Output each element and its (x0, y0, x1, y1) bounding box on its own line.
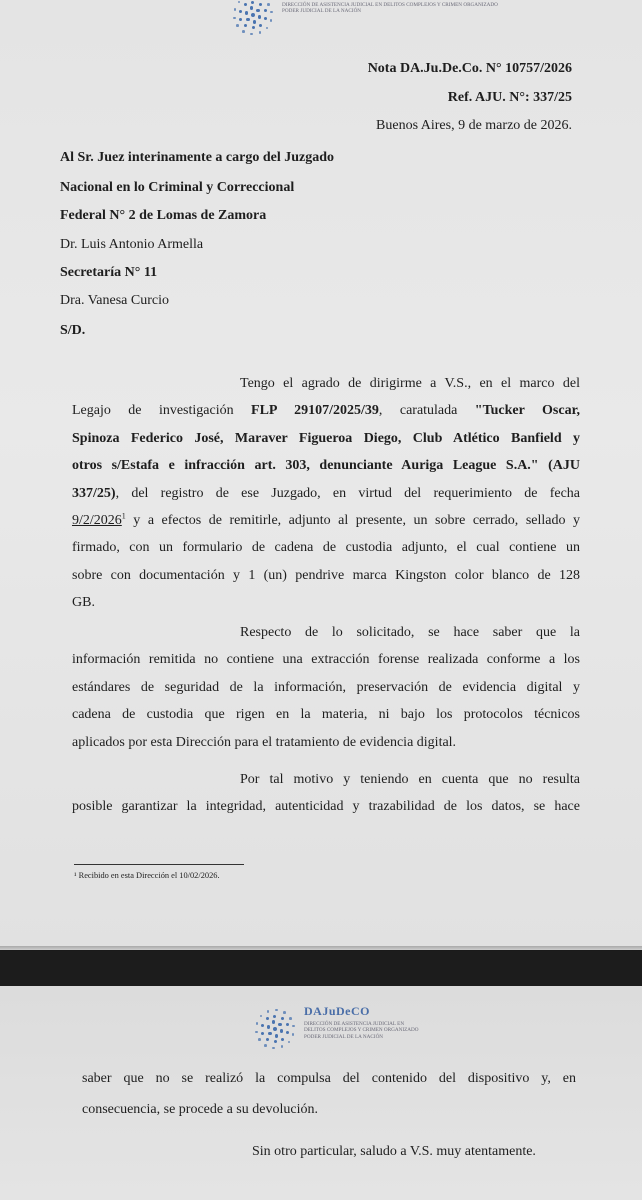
closing-line (252, 1138, 582, 1165)
text-line: Tengo el agrado de dirigirme a V.S., en el marco del (240, 376, 580, 391)
logo-dot (272, 1020, 275, 1023)
logo-dot (238, 1, 241, 4)
text-line: estándares de seguridad de la información, preservación de evidencia digital y (72, 679, 580, 695)
addressee-line-3: Federal N° 2 de Lomas de Zamora (60, 208, 267, 223)
page2-paragraph (82, 1063, 576, 1125)
logo-dot (273, 1015, 276, 1018)
logo-dot (275, 1034, 278, 1037)
text-line: Por tal motivo y teniendo en cuenta que no resulta (240, 772, 580, 787)
text-line: otros s/Estafa e infracción art. 303, denunciante Auriga League S.A." (AJU (72, 458, 580, 474)
text-line: Legajo de investigación FLP 29107/2025/39, caratulada "Tucker Oscar, (72, 403, 580, 419)
secretaria: Secretaría N° 11 (60, 265, 158, 280)
logo-text (304, 1004, 419, 1040)
text-line: Spinoza Federico José, Maraver Figueroa Diego, Club Atlético Banfield y (72, 430, 580, 446)
logo-dot (292, 1025, 295, 1028)
addressee-line-1: Al Sr. Juez interinamente a cargo del Juzgado (60, 150, 335, 165)
logo-dot (274, 1040, 277, 1043)
logo-dot (264, 17, 267, 20)
document-page-2 (0, 986, 642, 1200)
logo-dot (275, 1009, 278, 1012)
logo-dot (250, 33, 253, 36)
logo-dots-icon (228, 0, 278, 40)
logo-dot (292, 1033, 295, 1036)
paragraph-1 (72, 370, 580, 617)
logo-dot (286, 1031, 289, 1034)
paragraph-2 (72, 619, 580, 756)
logo-dot (264, 9, 267, 12)
text-line: Respecto de lo solicitado, se hace saber que la (240, 625, 580, 640)
text-line: consecuencia, se procede a su devolución. (82, 1102, 318, 1117)
logo-dot (244, 3, 247, 6)
logo-line: DIRECCIÓN DE ASISTENCIA JUDICIAL EN (304, 1021, 405, 1027)
logo-dot (259, 31, 262, 34)
logo-dot (252, 26, 255, 29)
logo-dot (270, 19, 273, 22)
logo-dot (234, 8, 237, 11)
logo-dot (245, 11, 248, 14)
logo-dot (260, 1015, 263, 1018)
logo-dot (261, 1024, 264, 1027)
logo-dot (251, 1, 254, 4)
logo-dot (264, 1044, 267, 1047)
text-line: sobre con documentación y 1 (un) pendrive marca Kingston color blanco de 128 (72, 567, 580, 583)
text-line: GB. (72, 595, 95, 611)
logo-text-top (282, 2, 498, 15)
paragraph-3 (72, 766, 580, 821)
logo-dot (236, 24, 239, 27)
logo-dot (259, 3, 262, 6)
logo-dot (283, 1011, 286, 1014)
text-line: 9/2/2026$^1$ y a efectos de remitirle, adjunto al presente, un sobre cerrado, sellado y (72, 511, 580, 528)
logo-dot (280, 1029, 283, 1032)
text-line: información remitida no contiene una extracción forense realizada conforme a los (72, 652, 580, 668)
logo-dots-icon (250, 1004, 300, 1054)
logo-dot (258, 15, 261, 18)
logo-dot (261, 1032, 264, 1035)
logo-dot (267, 3, 270, 6)
logo-dot (259, 24, 262, 27)
logo-dot (281, 1038, 284, 1041)
sd-mark: S/D. (60, 323, 86, 338)
logo-dot (272, 1047, 275, 1050)
text-line: Sin otro particular, saludo a V.S. muy atentamente. (252, 1144, 536, 1159)
logo-dot (267, 1025, 270, 1028)
logo-dot (266, 1038, 269, 1041)
place-date: Buenos Aires, 9 de marzo de 2026. (376, 118, 572, 133)
nota-number: Nota DA.Ju.De.Co. N° 10757/2026 (367, 61, 572, 76)
text-line: posible garantizar la integridad, autenticidad y trazabilidad de los datos, se hace (72, 799, 580, 815)
footnote-rule (74, 864, 244, 865)
text-line: aplicados por esta Dirección para el tratamiento de evidencia digital. (72, 734, 457, 750)
logo-dot (266, 27, 269, 30)
logo-dot (268, 1032, 271, 1035)
logo-line: PODER JUDICIAL DE LA NACIÓN (304, 1033, 384, 1040)
logo-dot (250, 6, 253, 9)
logo-dot (288, 1041, 291, 1044)
ref-number: Ref. AJU. N°: 337/25 (447, 90, 572, 105)
text-line: 337/25), del registro de ese Juzgado, en virtud del requerimiento de fecha (72, 485, 580, 501)
logo-name: DAJuDeCO (304, 1004, 370, 1018)
logo-dot (239, 18, 242, 21)
logo-dot (278, 1023, 281, 1026)
text-line: cadena de custodia que rigen en la materia, ni bajo los protocolos técnicos (72, 707, 580, 723)
logo-dot (233, 17, 236, 20)
logo-dot (246, 18, 249, 21)
logo-dot (270, 11, 273, 14)
page-shadow (0, 946, 642, 952)
dajudeco-logo (250, 1004, 419, 1054)
logo-dot (242, 30, 245, 33)
text-line: saber que no se realizó la compulsa del contenido del dispositivo y, en (82, 1071, 576, 1086)
logo-dot (256, 9, 259, 12)
footnote: ¹ Recibido en esta Dirección el 10/02/2026. (74, 871, 220, 880)
logo-dot (281, 1045, 284, 1048)
logo-dot (258, 1038, 261, 1041)
logo-dot (281, 1017, 284, 1020)
logo-dot (266, 1017, 269, 1020)
logo-dot (273, 1027, 277, 1031)
addressee-line-2: Nacional en lo Criminal y Correccional (60, 180, 295, 195)
logo-dot (267, 1010, 270, 1013)
footnote-ref: 1 (121, 511, 126, 521)
logo-line: DIRECCIÓN DE ASISTENCIA JUDICIAL EN DELITOS COMPLEJOS Y CRIMEN ORGANIZADO (282, 2, 498, 8)
logo-line: DELITOS COMPLEJOS Y CRIMEN ORGANIZADO (304, 1027, 419, 1034)
judge-name: Dr. Luis Antonio Armella (60, 237, 204, 252)
logo-dot (256, 1022, 259, 1025)
logo-dot (251, 13, 255, 17)
logo-dot (253, 20, 256, 23)
logo-dot (244, 24, 247, 27)
logo-dot (255, 1031, 258, 1034)
logo-line: PODER JUDICIAL DE LA NACIÓN (282, 8, 362, 15)
logo-dot (239, 10, 242, 13)
secretary-name: Dra. Vanesa Curcio (60, 293, 169, 308)
dajudeco-logo-top (228, 0, 498, 40)
text-line: firmado, con un formulario de cadena de custodia adjunto, el cual contiene un (72, 540, 580, 556)
logo-dot (286, 1023, 289, 1026)
logo-dot (289, 1017, 292, 1020)
